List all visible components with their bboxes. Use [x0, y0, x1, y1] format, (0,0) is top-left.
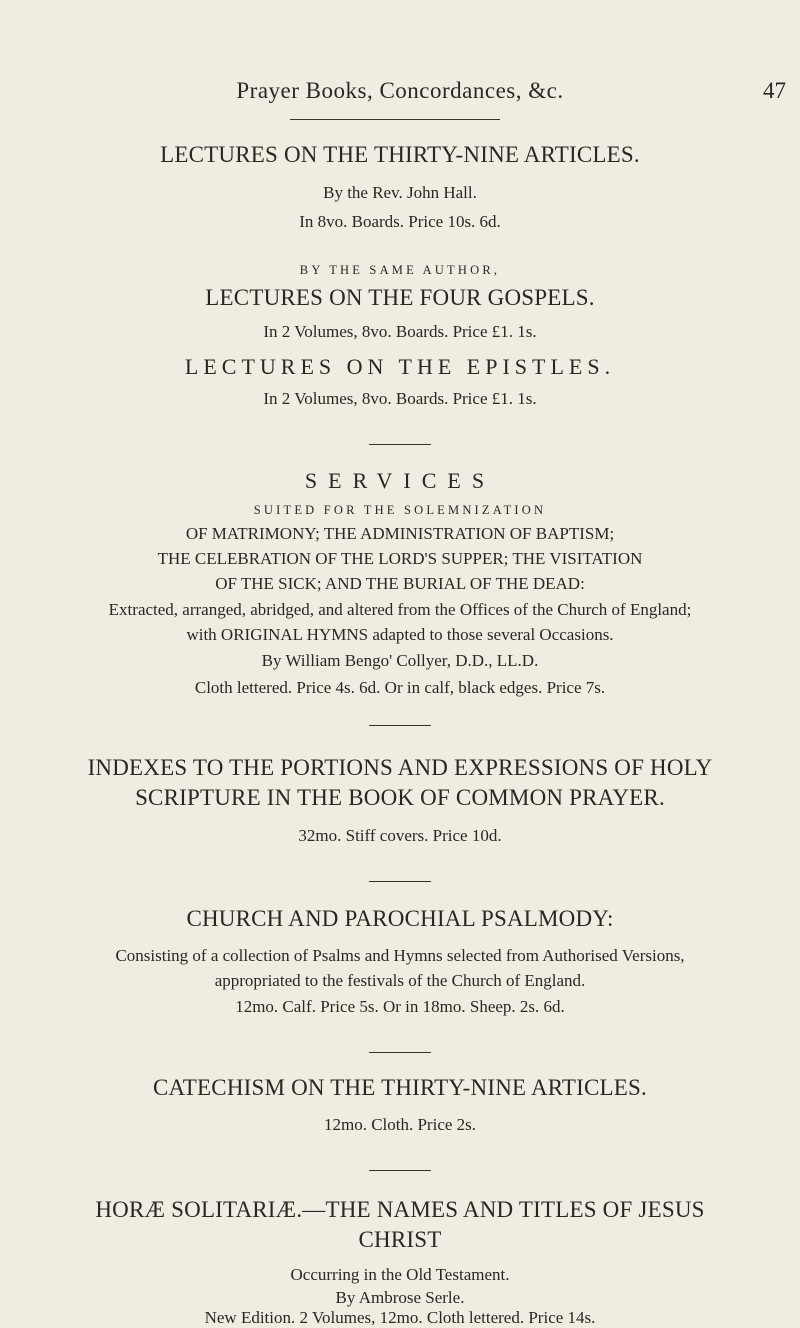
entry-line: OF THE SICK; AND THE BURIAL OF THE DEAD:	[215, 574, 585, 593]
entry-author: By William Bengo' Collyer, D.D., LL.D.	[261, 651, 539, 670]
entry-prefix: BY THE SAME AUTHOR,	[299, 263, 501, 277]
section-rule	[369, 1052, 431, 1053]
entry-line: appropriated to the festivals of the Church of England.	[214, 971, 586, 990]
entry-title: SCRIPTURE IN THE BOOK OF COMMON PRAYER.	[135, 785, 665, 810]
entry-title: LECTURES ON THE EPISTLES.	[184, 354, 616, 379]
page-number: 47	[763, 78, 786, 103]
section-rule	[369, 1170, 431, 1171]
entry-author: By Ambrose Serle.	[335, 1288, 465, 1307]
entry-title: CHRIST	[358, 1227, 442, 1252]
entry-title: LECTURES ON THE FOUR GOSPELS.	[205, 285, 595, 310]
entry-title: CATECHISM ON THE THIRTY-NINE ARTICLES.	[152, 1075, 647, 1100]
entry-title: HORÆ SOLITARIÆ.—THE NAMES AND TITLES OF JESUS	[95, 1197, 705, 1222]
entry-details: In 2 Volumes, 8vo. Boards. Price £1. 1s.	[263, 322, 537, 341]
entry-line: Extracted, arranged, abridged, and altered from the Offices of the Church of England;	[108, 600, 692, 619]
entry-details: In 2 Volumes, 8vo. Boards. Price £1. 1s.	[263, 389, 537, 408]
entry-details: 32mo. Stiff covers. Price 10d.	[298, 826, 502, 845]
entry-line: with ORIGINAL HYMNS adapted to those several Occasions.	[186, 625, 614, 644]
entry-title: INDEXES TO THE PORTIONS AND EXPRESSIONS OF HOLY	[87, 755, 713, 780]
header-rule	[290, 119, 500, 120]
entry-line: OF MATRIMONY; THE ADMINISTRATION OF BAPTISM;	[185, 524, 615, 543]
entry-subtitle: SUITED FOR THE SOLEMNIZATION	[253, 503, 547, 517]
entry-details: Cloth lettered. Price 4s. 6d. Or in calf, black edges. Price 7s.	[194, 678, 606, 697]
section-rule	[369, 881, 431, 882]
entry-details: New Edition. 2 Volumes, 12mo. Cloth lettered. Price 14s.	[204, 1308, 596, 1327]
entry-title: LECTURES ON THE THIRTY-NINE ARTICLES.	[160, 142, 640, 167]
entry-title: SERVICES	[304, 468, 496, 493]
entry-details: 12mo. Calf. Price 5s. Or in 18mo. Sheep. 2s. 6d.	[235, 997, 565, 1016]
entry-line: THE CELEBRATION OF THE LORD'S SUPPER; THE VISITATION	[157, 549, 643, 568]
entry-author: By the Rev. John Hall.	[323, 183, 477, 202]
entry-details: 12mo. Cloth. Price 2s.	[323, 1115, 477, 1134]
running-title: Prayer Books, Concordances, &c.	[236, 78, 564, 103]
section-rule	[369, 444, 431, 445]
section-rule	[369, 725, 431, 726]
entry-details: In 8vo. Boards. Price 10s. 6d.	[299, 212, 501, 231]
entry-line: Occurring in the Old Testament.	[290, 1265, 510, 1284]
entry-line: Consisting of a collection of Psalms and Hymns selected from Authorised Versions,	[115, 946, 685, 965]
entry-title: CHURCH AND PAROCHIAL PSALMODY:	[186, 906, 614, 931]
